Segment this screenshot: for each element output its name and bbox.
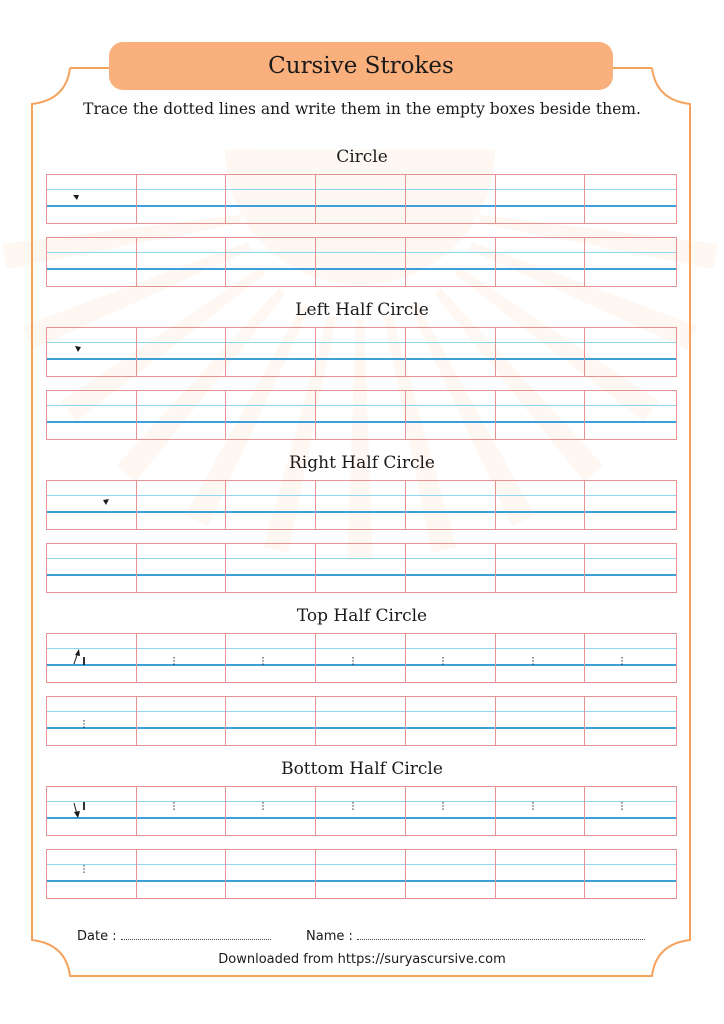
instructions-text: Trace the dotted lines and write them in the empty boxes beside them. <box>83 100 641 118</box>
dotted-stroke <box>47 850 137 898</box>
practice-row <box>46 543 677 593</box>
practice-row <box>46 849 677 899</box>
guide-line-top <box>137 405 226 406</box>
dotted-stroke <box>137 328 227 376</box>
guide-line-base <box>585 268 676 270</box>
writing-cell[interactable] <box>496 634 586 682</box>
writing-cell[interactable] <box>137 787 227 835</box>
dotted-stroke <box>496 481 586 529</box>
writing-cell[interactable] <box>47 175 137 223</box>
writing-cell[interactable] <box>137 697 227 745</box>
date-field[interactable] <box>77 926 271 944</box>
date-line[interactable] <box>121 926 271 940</box>
dotted-stroke <box>406 787 496 835</box>
writing-cell[interactable] <box>316 697 406 745</box>
guide-line-base <box>226 421 315 423</box>
writing-cell[interactable] <box>496 850 586 898</box>
dotted-stroke <box>47 391 137 439</box>
writing-cell[interactable] <box>137 391 227 439</box>
writing-cell[interactable] <box>226 175 316 223</box>
writing-cell[interactable] <box>137 634 227 682</box>
source-note: Downloaded from https://suryascursive.com <box>218 952 506 967</box>
guide-line-base <box>585 727 676 729</box>
writing-cell[interactable] <box>496 175 586 223</box>
practice-row <box>46 237 677 287</box>
writing-cell[interactable] <box>406 697 496 745</box>
up-arrow-icon-head <box>75 649 80 656</box>
date-label: Date : <box>77 929 117 944</box>
guide-line-top <box>316 864 405 865</box>
dotted-stroke <box>137 175 227 223</box>
writing-cell[interactable] <box>496 238 586 286</box>
guide-line-base <box>406 574 495 576</box>
writing-cell[interactable] <box>585 787 676 835</box>
guide-line-base <box>496 574 585 576</box>
writing-cell[interactable] <box>585 238 676 286</box>
guide-line-top <box>137 864 226 865</box>
dotted-stroke <box>47 697 137 745</box>
guide-line-base <box>137 727 226 729</box>
dotted-stroke <box>496 634 586 682</box>
practice-row <box>46 390 677 440</box>
writing-cell[interactable] <box>226 697 316 745</box>
writing-cell[interactable] <box>496 697 586 745</box>
writing-cell[interactable] <box>47 328 137 376</box>
section-title: Top Half Circle <box>296 606 428 626</box>
writing-cell[interactable] <box>47 634 137 682</box>
writing-cell[interactable] <box>47 697 137 745</box>
guide-line-top <box>137 711 226 712</box>
writing-cell[interactable] <box>585 481 676 529</box>
dotted-stroke <box>406 481 496 529</box>
trace-row <box>46 174 677 224</box>
guide-line-top <box>585 711 676 712</box>
guide-line-base <box>585 880 676 882</box>
dotted-stroke <box>47 544 137 592</box>
down-arrow-icon-head <box>74 811 80 818</box>
guide-line-base <box>496 421 585 423</box>
guide-line-top <box>316 252 405 253</box>
writing-cell[interactable] <box>496 391 586 439</box>
writing-cell[interactable] <box>406 391 496 439</box>
guide-line-base <box>137 574 226 576</box>
writing-cell[interactable] <box>226 391 316 439</box>
guide-line-top <box>496 558 585 559</box>
writing-cell[interactable] <box>226 238 316 286</box>
writing-cell[interactable] <box>47 481 137 529</box>
dotted-stroke <box>496 328 586 376</box>
practice-row <box>46 696 677 746</box>
guide-line-base <box>137 880 226 882</box>
writing-cell[interactable] <box>585 328 676 376</box>
guide-line-top <box>585 558 676 559</box>
writing-cell[interactable] <box>316 850 406 898</box>
dotted-stroke <box>47 238 137 286</box>
dotted-stroke <box>406 328 496 376</box>
dotted-stroke <box>585 328 675 376</box>
trace-row <box>46 327 677 377</box>
guide-line-top <box>496 252 585 253</box>
writing-cell[interactable] <box>585 544 676 592</box>
model-stroke <box>47 328 137 376</box>
writing-cell[interactable] <box>496 787 586 835</box>
writing-cell[interactable] <box>47 850 137 898</box>
guide-line-base <box>316 574 405 576</box>
guide-line-top <box>316 558 405 559</box>
writing-cell[interactable] <box>316 328 406 376</box>
writing-cell[interactable] <box>47 544 137 592</box>
guide-line-top <box>585 405 676 406</box>
writing-cell[interactable] <box>316 391 406 439</box>
writing-cell[interactable] <box>137 850 227 898</box>
writing-cell[interactable] <box>406 544 496 592</box>
writing-cell[interactable] <box>47 238 137 286</box>
writing-cell[interactable] <box>226 481 316 529</box>
writing-cell[interactable] <box>47 391 137 439</box>
writing-cell[interactable] <box>316 787 406 835</box>
guide-line-base <box>316 421 405 423</box>
dotted-stroke <box>316 787 406 835</box>
guide-line-top <box>406 864 495 865</box>
writing-cell[interactable] <box>316 634 406 682</box>
dotted-stroke <box>585 481 675 529</box>
guide-line-top <box>226 252 315 253</box>
dotted-stroke <box>585 634 675 682</box>
guide-line-base <box>406 421 495 423</box>
dotted-stroke <box>585 787 675 835</box>
counterclockwise-arrow-icon-head <box>73 195 79 200</box>
guide-line-base <box>226 574 315 576</box>
dotted-stroke <box>316 328 406 376</box>
section-title: Bottom Half Circle <box>281 759 443 779</box>
writing-cell[interactable] <box>406 787 496 835</box>
guide-line-top <box>406 711 495 712</box>
writing-cell[interactable] <box>406 238 496 286</box>
page-title: Cursive Strokes <box>268 53 454 79</box>
writing-cell[interactable] <box>226 850 316 898</box>
guide-line-top <box>316 405 405 406</box>
title-banner <box>109 42 613 90</box>
section-title: Left Half Circle <box>295 300 429 320</box>
dotted-stroke <box>496 175 586 223</box>
name-label: Name : <box>306 929 353 944</box>
writing-cell[interactable] <box>406 634 496 682</box>
guide-line-base <box>226 727 315 729</box>
model-stroke <box>47 175 137 223</box>
writing-cell[interactable] <box>496 328 586 376</box>
writing-cell[interactable] <box>316 544 406 592</box>
dotted-stroke <box>316 175 406 223</box>
writing-cell[interactable] <box>316 481 406 529</box>
guide-line-top <box>585 864 676 865</box>
guide-line-base <box>585 421 676 423</box>
writing-cell[interactable] <box>406 328 496 376</box>
guide-line-base <box>496 880 585 882</box>
guide-line-top <box>137 558 226 559</box>
writing-cell[interactable] <box>137 544 227 592</box>
dotted-stroke <box>226 175 316 223</box>
guide-line-top <box>496 405 585 406</box>
guide-line-base <box>316 268 405 270</box>
writing-cell[interactable] <box>585 697 676 745</box>
guide-line-base <box>137 268 226 270</box>
writing-cell[interactable] <box>496 481 586 529</box>
writing-cell[interactable] <box>406 481 496 529</box>
guide-line-top <box>496 864 585 865</box>
model-stroke <box>47 481 137 529</box>
trace-row <box>46 480 677 530</box>
writing-cell[interactable] <box>226 787 316 835</box>
trace-row <box>46 786 677 836</box>
section-title: Circle <box>336 147 388 167</box>
guide-line-base <box>226 880 315 882</box>
guide-line-top <box>406 252 495 253</box>
dotted-stroke <box>406 175 496 223</box>
writing-cell[interactable] <box>585 175 676 223</box>
dotted-stroke <box>316 634 406 682</box>
counterclockwise-arrow-icon-head <box>75 346 81 352</box>
model-stroke <box>47 787 137 835</box>
guide-line-top <box>496 711 585 712</box>
writing-cell[interactable] <box>316 175 406 223</box>
writing-cell[interactable] <box>406 850 496 898</box>
writing-cell[interactable] <box>226 634 316 682</box>
writing-cell[interactable] <box>137 481 227 529</box>
writing-cell[interactable] <box>137 175 227 223</box>
clockwise-arrow-icon-head <box>103 499 109 505</box>
guide-line-top <box>226 405 315 406</box>
writing-cell[interactable] <box>585 850 676 898</box>
writing-cell[interactable] <box>585 634 676 682</box>
dotted-stroke <box>226 634 316 682</box>
guide-line-base <box>496 727 585 729</box>
guide-line-top <box>226 558 315 559</box>
writing-cell[interactable] <box>47 787 137 835</box>
writing-cell[interactable] <box>226 544 316 592</box>
writing-cell[interactable] <box>226 328 316 376</box>
dotted-stroke <box>226 481 316 529</box>
dotted-stroke <box>585 175 675 223</box>
guide-line-base <box>226 268 315 270</box>
writing-cell[interactable] <box>585 391 676 439</box>
writing-cell[interactable] <box>316 238 406 286</box>
guide-line-base <box>406 268 495 270</box>
writing-cell[interactable] <box>137 328 227 376</box>
dotted-stroke <box>316 481 406 529</box>
guide-line-base <box>316 880 405 882</box>
guide-line-top <box>585 252 676 253</box>
guide-line-base <box>316 727 405 729</box>
dotted-stroke <box>406 634 496 682</box>
guide-line-top <box>226 711 315 712</box>
writing-cell[interactable] <box>137 238 227 286</box>
guide-line-top <box>406 405 495 406</box>
writing-cell[interactable] <box>496 544 586 592</box>
writing-cell[interactable] <box>406 175 496 223</box>
guide-line-base <box>406 727 495 729</box>
dotted-stroke <box>137 787 227 835</box>
name-line[interactable] <box>357 926 645 940</box>
dotted-stroke <box>226 787 316 835</box>
guide-line-top <box>226 864 315 865</box>
dotted-stroke <box>137 481 227 529</box>
section-title: Right Half Circle <box>289 453 435 473</box>
guide-line-top <box>406 558 495 559</box>
dotted-stroke <box>496 787 586 835</box>
dotted-stroke <box>137 634 227 682</box>
guide-line-base <box>406 880 495 882</box>
model-stroke <box>47 634 137 682</box>
dotted-stroke <box>226 328 316 376</box>
guide-line-top <box>316 711 405 712</box>
guide-line-base <box>585 574 676 576</box>
name-field[interactable] <box>306 926 645 944</box>
guide-line-base <box>496 268 585 270</box>
guide-line-top <box>137 252 226 253</box>
trace-row <box>46 633 677 683</box>
guide-line-base <box>137 421 226 423</box>
